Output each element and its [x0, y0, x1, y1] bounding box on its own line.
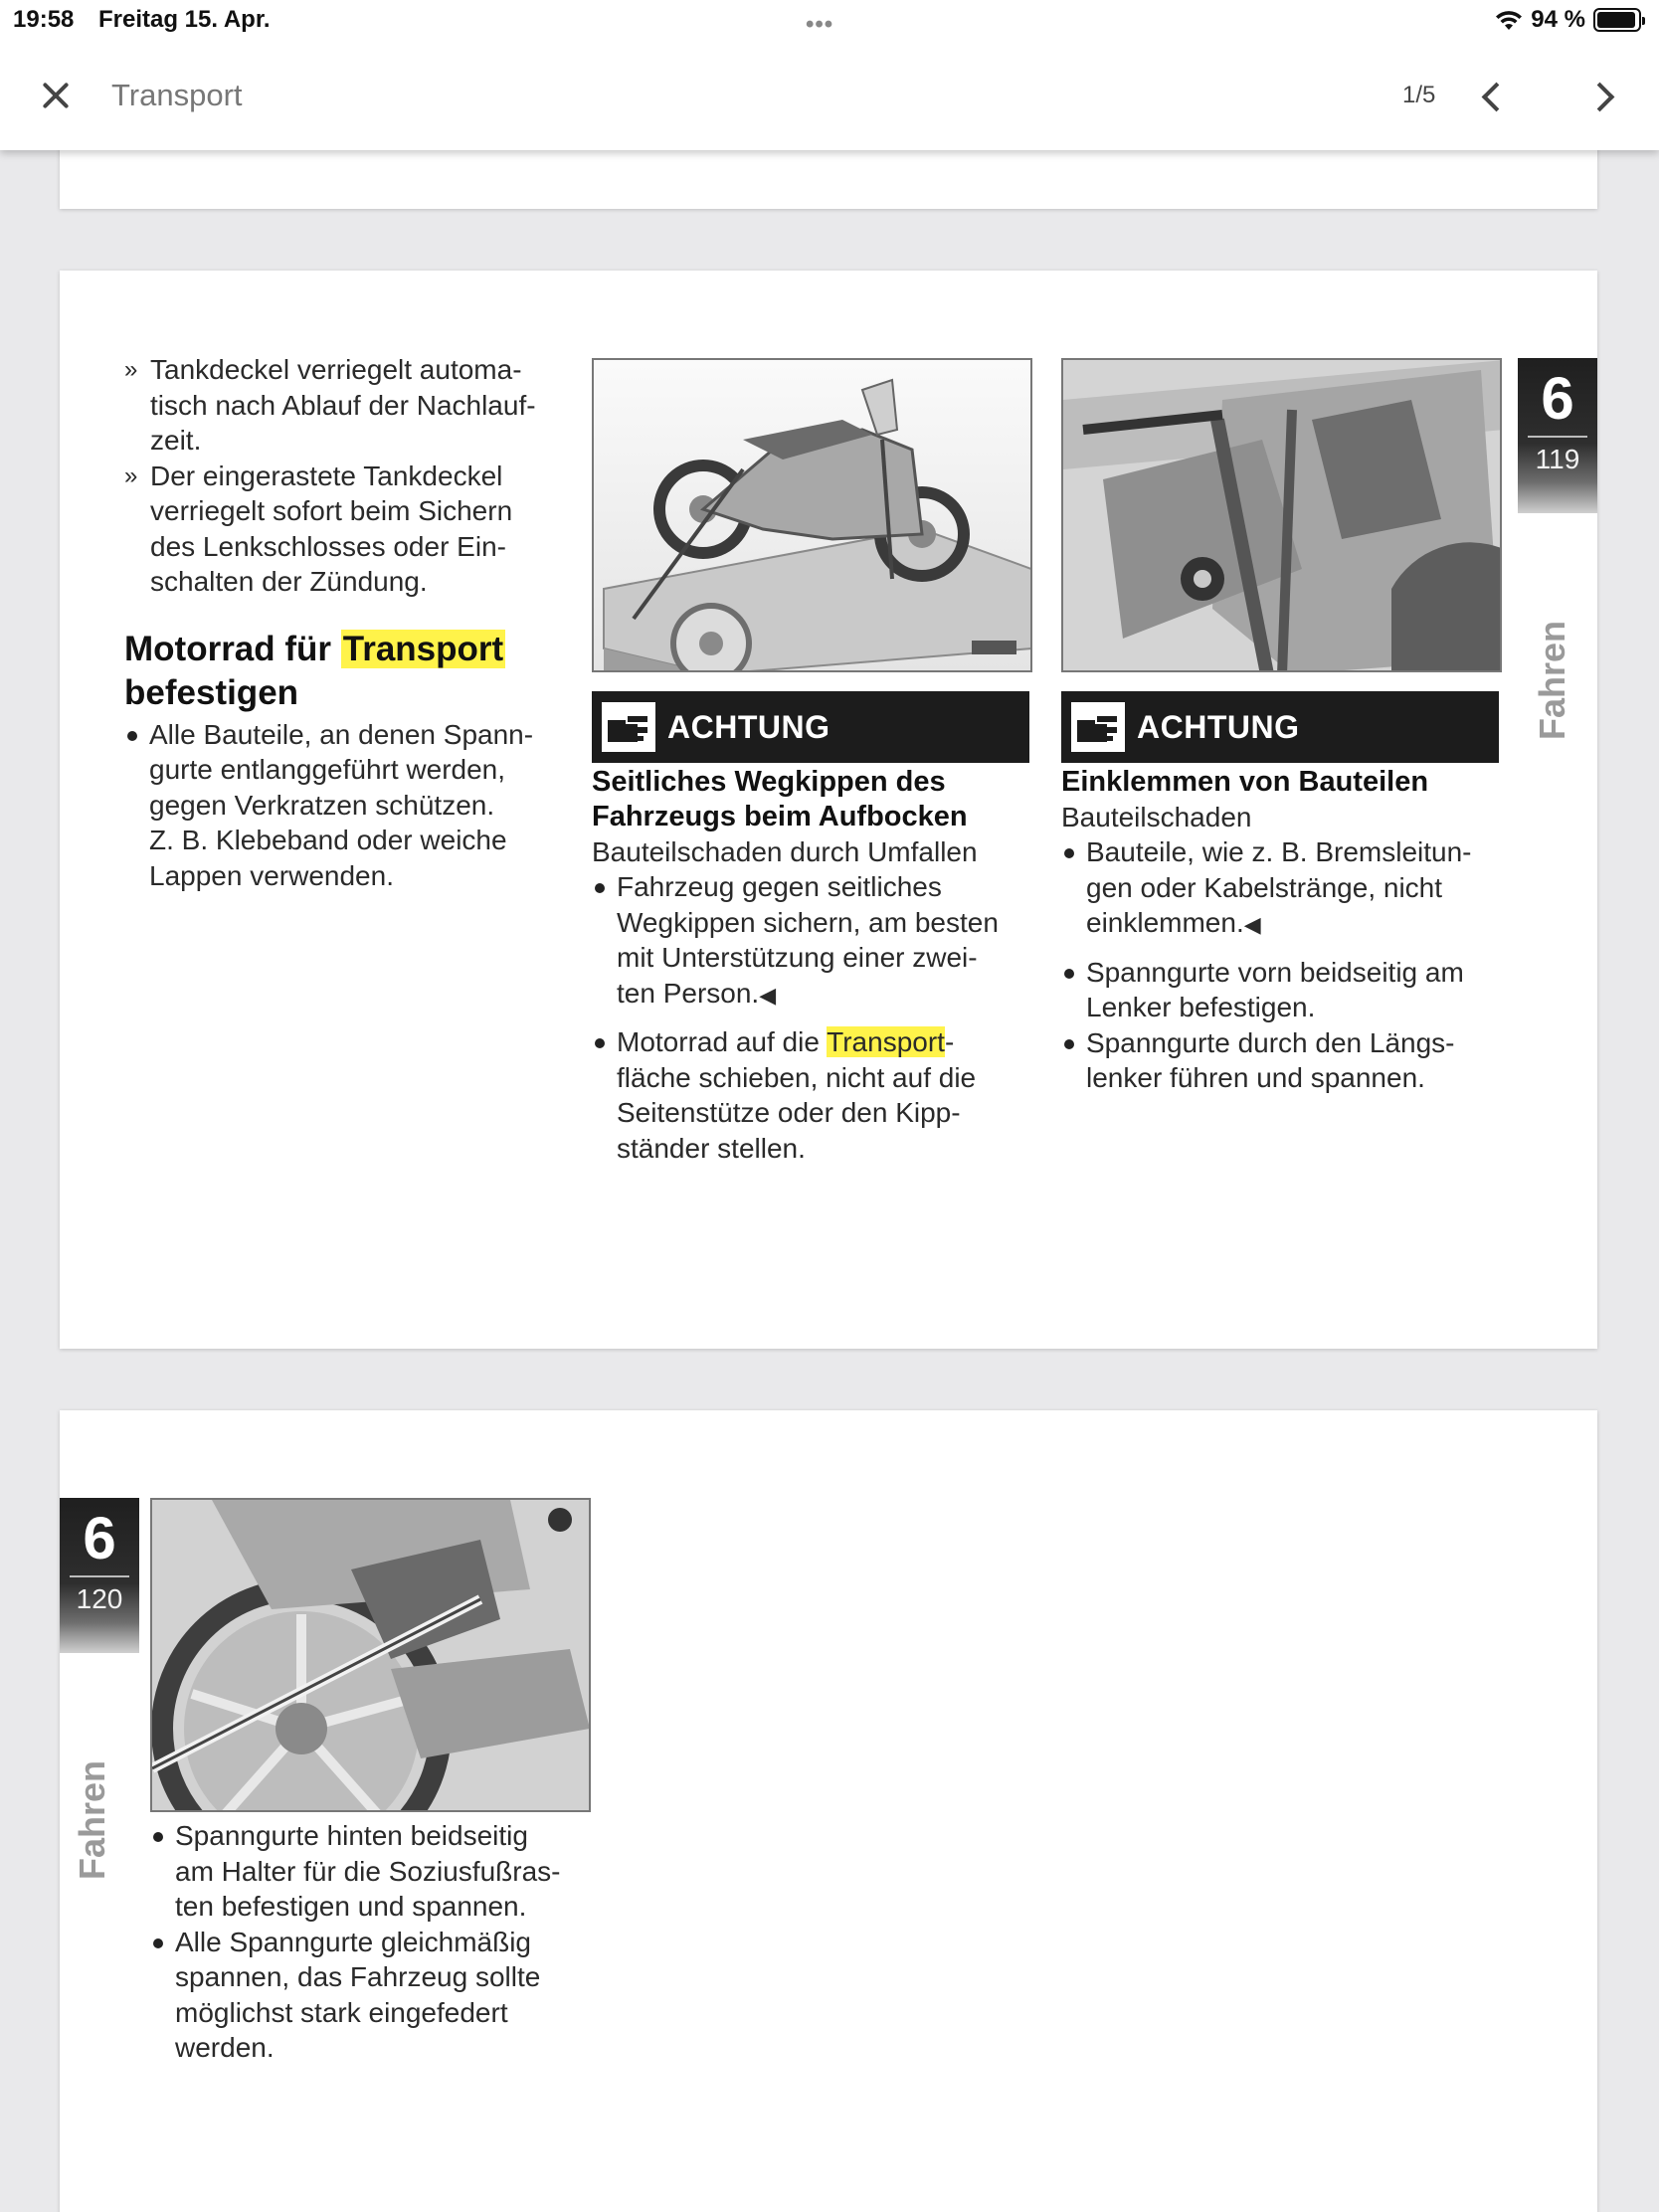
warning-banner: [1061, 691, 1499, 763]
search-match-count: 1/5: [1402, 82, 1436, 108]
next-match-button[interactable]: [1583, 76, 1623, 115]
warning-subtitle: Bauteilschaden: [1061, 802, 1252, 832]
end-of-warning-icon: ◀: [1243, 912, 1261, 937]
bullet-item: Alle Spanngurte gleichmäßig spannen, das Fahrzeug sollte möglichst stark eingefedert werden.: [150, 1925, 608, 2066]
bullet-item: Fahrzeug gegen seitliches Wegkippen sichern, am besten mit Unterstützung einer zwei- ten Person.◀: [592, 869, 1039, 1013]
top-bar: [0, 0, 1659, 150]
chapter-side-label: Fahren: [72, 1759, 112, 1880]
warning-label: ACHTUNG: [1137, 708, 1300, 745]
chapter-number: 6: [1541, 365, 1574, 432]
page-number: 120: [76, 1583, 123, 1614]
text-column-3: [1061, 765, 1509, 1096]
text-column-1: [124, 352, 622, 893]
search-highlight: Transport: [827, 1026, 945, 1057]
search-highlight: Transport: [342, 629, 504, 668]
manual-page-120: [60, 1410, 1597, 2212]
warning-title: Einklemmen von Bauteilen: [1061, 766, 1429, 798]
motorcycle-on-trailer-image: [592, 358, 1032, 672]
warning-label: ACHTUNG: [667, 708, 830, 745]
status-indicators: [1495, 6, 1641, 34]
wifi-icon: [1495, 9, 1523, 31]
warning-title: Seitliches Wegkippen des Fahrzeugs beim Aufbocken: [592, 766, 968, 832]
search-input[interactable]: [111, 72, 1305, 119]
warning-banner: [592, 691, 1029, 763]
result-item: » Der eingerastete Tankdeckel verriegelt sofort beim Sichern des Lenkschlosses oder Ein- schalten der Zündung.: [124, 460, 513, 597]
text-column-2: [592, 765, 1039, 1166]
bullet-item: Spanngurte durch den Längs- lenker führen und spannen.: [1061, 1025, 1509, 1096]
chapter-side-label: Fahren: [1532, 620, 1572, 740]
bullet-item: Spanngurte vorn beidseitig am Lenker befestigen.: [1061, 955, 1509, 1025]
warning-subtitle: Bauteilschaden durch Umfallen: [592, 836, 978, 867]
chapter-number: 6: [83, 1505, 116, 1571]
section-heading: Motorrad für Transport befestigen: [124, 629, 504, 712]
handlebar-straps-image: [1061, 358, 1502, 672]
warning-hand-icon: [602, 702, 655, 752]
rear-strap-image: [150, 1498, 591, 1812]
battery-percent: 94 %: [1531, 6, 1585, 33]
bullet-item: Alle Bauteile, an denen Spann- gurte entlanggeführt werden, gegen Verkratzen schützen. Z. B. Klebeband oder weiche Lappen verwenden.: [124, 717, 622, 894]
previous-match-button[interactable]: [1472, 76, 1512, 115]
status-time: 19:58: [13, 6, 75, 33]
bullet-item: Spanngurte hinten beidseitig am Halter für die Soziusfußras- ten befestigen und spannen.: [150, 1818, 608, 1925]
chapter-tab: [1518, 358, 1597, 513]
close-search-button[interactable]: [36, 76, 76, 115]
bullet-item: Motorrad auf die Transport- fläche schieben, nicht auf die Seitenstütze oder den Kipp- ständer stellen.: [592, 1024, 1039, 1166]
text-column-1: [150, 1818, 608, 2066]
result-item: » Tankdeckel verriegelt automa- tisch nach Ablauf der Nachlauf- zeit.: [124, 354, 536, 456]
manual-page-119: [60, 271, 1597, 1349]
page-number: 119: [1535, 444, 1580, 474]
chapter-tab: [60, 1498, 139, 1653]
bullet-item: Bauteile, wie z. B. Bremsleitun- gen oder Kabelstränge, nicht einklemmen.◀: [1061, 834, 1509, 943]
end-of-warning-icon: ◀: [759, 982, 777, 1008]
multitasking-dots-icon[interactable]: •••: [806, 11, 834, 38]
status-date: Freitag 15. Apr.: [98, 6, 271, 33]
warning-hand-icon: [1071, 702, 1125, 752]
battery-icon: [1593, 8, 1641, 32]
